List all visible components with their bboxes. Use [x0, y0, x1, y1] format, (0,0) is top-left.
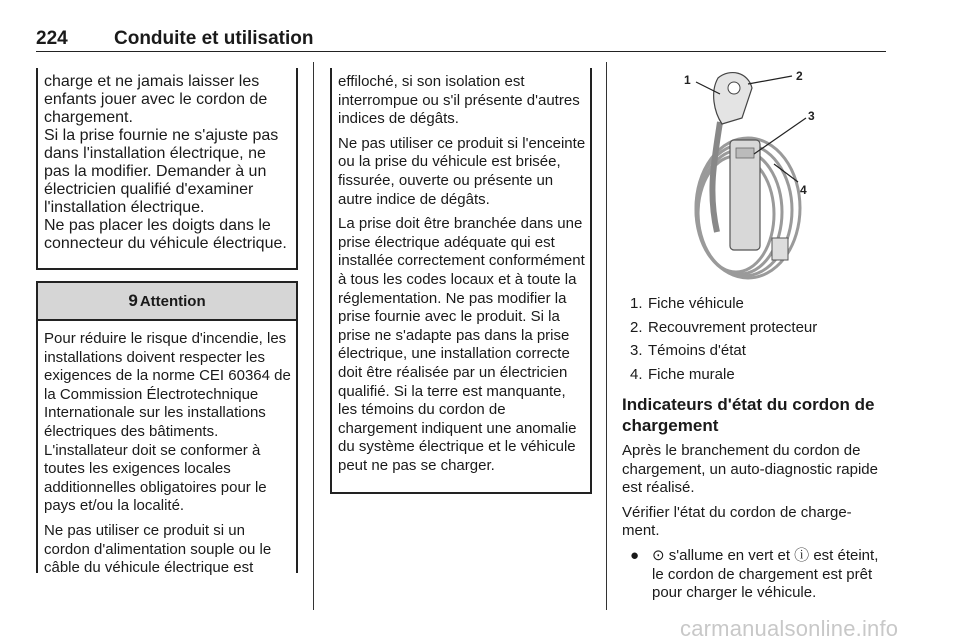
warning-title: Attention: [139, 292, 206, 310]
callout-1: 1: [684, 73, 691, 87]
chapter-title: Conduite et utilisation: [114, 28, 314, 49]
callout-4: 4: [800, 183, 807, 197]
charging-cord-illustration: [622, 62, 822, 282]
list-item: 2. Recouvrement protecteur: [630, 318, 818, 336]
warning-box: [36, 281, 298, 577]
paragraph: La prise doit être branchée dans une prise électrique adéquate qui est installée correctement conformément à tous les codes locaux et à toute la réglementation. Ne pas modifier la prise fournie avec le produit. Si la prise ne s'adapte pas dans la prise électrique, une installation correcte doit être réalisée par un électricien qualifié. Si la terre est manquante, les témoins du cordon de chargement indiquent une anomalie du système électrique et le véhicule peut ne pas se charger.: [338, 215, 585, 474]
page-header: [36, 28, 886, 52]
caution-continued-box: [36, 68, 298, 270]
column-divider-2: [606, 62, 607, 610]
paragraph: Pour réduire le risque d'incendie, les installations doivent respecter les exigences de la norme CEI 60364 de la Commission Électrotechnique Internationale sur les installations électriques des bâtiments. L'installateur doit se conformer à toutes les exigences locales additionnelles obligatoires pour le pays et/ou la localité.: [44, 330, 291, 515]
list-item: 4. Fiche murale: [630, 365, 735, 383]
figure-legend: [630, 292, 817, 386]
watermark: carmanualsonline.info: [680, 616, 899, 641]
paragraph: effiloché, si son isolation est interrompue ou s'il présente d'autres indices de dégâts.: [338, 73, 580, 128]
warning-body: [38, 321, 296, 578]
page-number: 224: [36, 28, 68, 49]
bullet-item: ● ⊙ s'allume en vert et ⓘ est éteint, le cordon de chargement est prêt pour charger le véhicule.: [630, 546, 879, 602]
section-body: [622, 442, 887, 609]
column-divider-1: [313, 62, 314, 610]
bullet-dot-icon: ●: [630, 546, 640, 564]
callout-2: 2: [796, 69, 803, 83]
paragraph: Ne pas utiliser ce produit si l'enceinte ou la prise du véhicule est brisée, fissurée, ouverte ou présente un autre indice de dégâts.: [338, 134, 586, 208]
list-item: 3. Témoins d'état: [630, 342, 746, 359]
paragraph: Ne pas placer les doigts dans le connecteur du véhicule électrique.: [44, 217, 287, 252]
callout-3: 3: [808, 109, 815, 123]
warning-header: [38, 281, 296, 321]
paragraph: charge et ne jamais laisser les enfants jouer avec le cordon de chargement.: [44, 73, 268, 126]
warning-triangle-icon: 9: [128, 291, 138, 310]
paragraph: Après le branchement du cordon de chargement, un auto-diagnostic rapide est réalisé.: [622, 442, 878, 497]
paragraph: Vérifier l'état du cordon de charge-ment.: [622, 503, 852, 540]
caution-continued-box-2: [330, 68, 592, 494]
paragraph: Ne pas utiliser ce produit si un cordon d'alimentation souple ou le câble du véhicule électrique est: [44, 521, 272, 577]
paragraph: Si la prise fournie ne s'ajuste pas dans l'installation électrique, ne pas la modifier. Demander à un électricien qualifié d'examiner l'installation électrique.: [44, 127, 279, 216]
section-heading: Indicateurs d'état du cordon de chargement: [622, 395, 875, 435]
list-item: 1. Fiche véhicule: [630, 295, 744, 312]
